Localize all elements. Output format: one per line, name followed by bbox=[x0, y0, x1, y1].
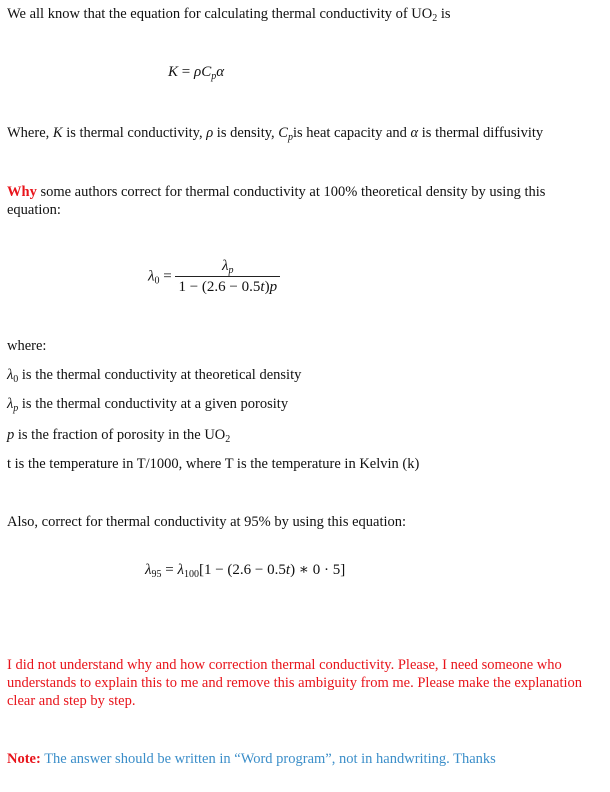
request-paragraph: I did not understand why and how correction thermal conductivity. Please, I need someone who understands to explain this to me and remove this ambiguity from me. Please make the explanation clear and step by step. bbox=[7, 657, 583, 709]
fraction-numerator: $\lambda_p$ bbox=[175, 258, 280, 277]
question-paragraph: Why some authors correct for thermal conductivity at 100% theoretical density by using this equation: bbox=[7, 184, 546, 218]
fraction bbox=[175, 258, 280, 296]
equation-thermal-conductivity: $K = \rho C_p\alpha$ bbox=[168, 64, 225, 82]
porosity-definition: p is the fraction of porosity in the $UO_2$ bbox=[7, 427, 231, 445]
note-line: Note: The answer should be written in “Word program”, not in handwriting. Thanks bbox=[7, 751, 496, 767]
equation-95-density: $\lambda_{95} = \lambda_{100}[1 - (2.6 - 0.5t)$ ∗ 0 · 5] bbox=[145, 562, 346, 580]
variable-definitions: Where, K is thermal conductivity, ρ is density, $C_pis$ heat capacity and α is thermal diffusivity bbox=[7, 125, 544, 143]
temperature-definition: t is the temperature in T/1000, where T is the temperature in Kelvin (k) bbox=[7, 456, 420, 472]
lambdap-definition: $\lambda_p$ is the thermal conductivity at a given porosity bbox=[7, 396, 289, 414]
lambda0-definition: $\lambda_0$ is the thermal conductivity at theoretical density bbox=[7, 367, 302, 385]
where-label: where: bbox=[7, 338, 47, 354]
equation-theoretical-density: $\lambda_0$ = $\frac{\lambda_p}{1 - (2.6 - 0.5t)p}$ bbox=[148, 258, 280, 296]
also-line: Also, correct for thermal conductivity at 95% by using this equation: bbox=[7, 514, 407, 530]
fraction-denominator: 1 − (2.6 − 0.5t)p bbox=[178, 279, 278, 295]
intro-line: We all know that the equation for calculating thermal conductivity of $UO_2$ is bbox=[7, 6, 451, 24]
